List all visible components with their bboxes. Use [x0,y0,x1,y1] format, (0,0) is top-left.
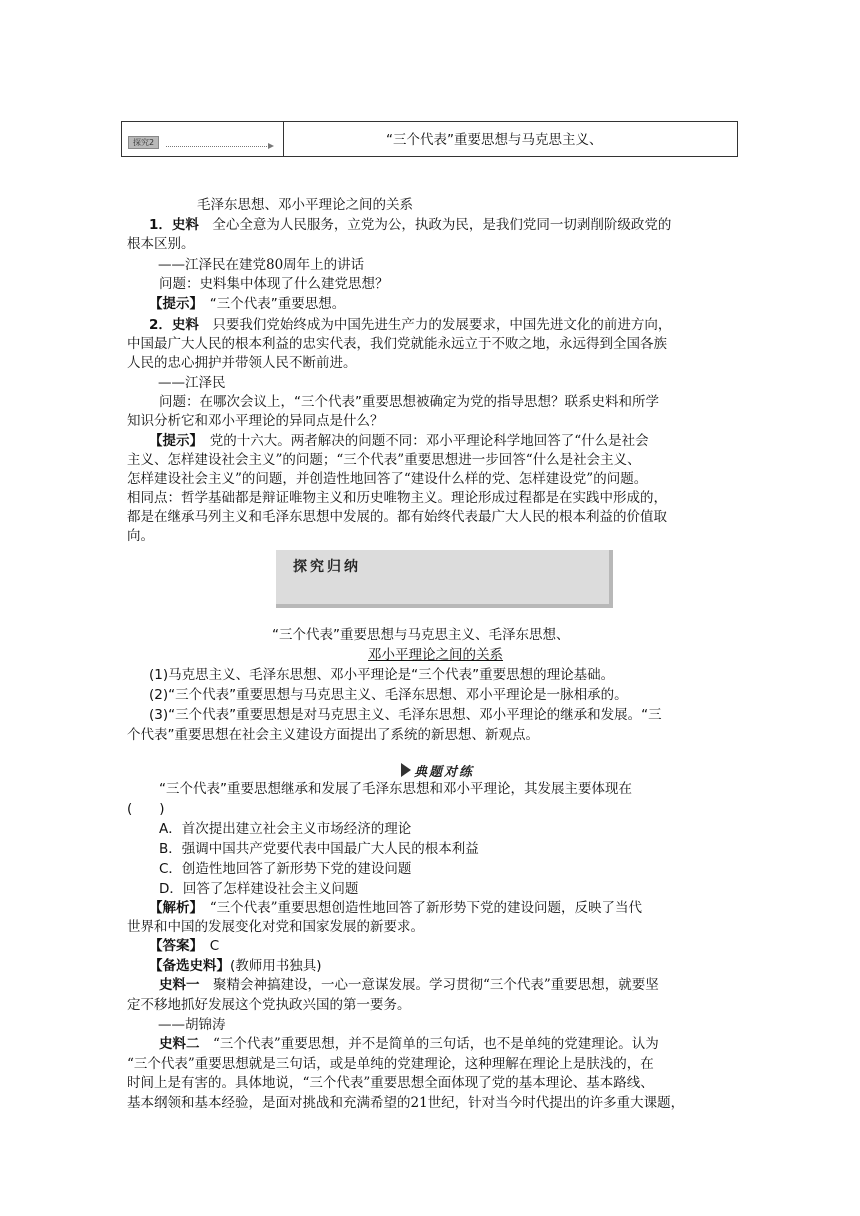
extra2-text1: “三个代表”重要思想，并不是简单的三句话，也不是单纯的党建理论。认为 [213,1036,659,1052]
answer-line [149,937,219,955]
question-stem-line1: “三个代表”重要思想继承和发展了毛泽东思想和邓小平理论，其发展主要体现在 [159,781,632,797]
extra-materials-heading [149,957,322,975]
analysis-line2: 世界和中国的发展变化对党和国家发展的新要求。 [127,919,424,935]
play-icon [401,763,411,777]
material2-line1 [149,316,671,334]
header-table [121,121,738,157]
summary-point-3-line1: (3)“三个代表”重要思想是对马克思主义、毛泽东思想、邓小平理论的继承和发展。“三 [149,707,662,723]
material2-question-line2: 知识分析它和邓小平理论的异同点是什么？ [127,413,384,429]
extra-label: 【备选史料】 [149,958,230,974]
hint-text: “三个代表”重要思想。 [209,296,346,312]
material2-hint-line4: 相同点：哲学基础都是辩证唯物主义和历史唯物主义。理论形成过程都是在实践中形成的， [127,490,667,506]
hint-label: 【提示】 [149,433,197,449]
extra2-line2: “三个代表”重要思想就是三句话，或是单纯的党建理论，这种理解在理论上是肤浅的，在 [127,1056,654,1072]
material1-question: 问题：史料集中体现了什么建党思想？ [159,276,389,292]
extra1-label: 史料一 [159,977,200,993]
material1-label: 1．史料 [149,217,199,233]
material1-line2: 根本区别。 [127,236,195,252]
dotted-leader-line [166,146,271,147]
question-stem-line2: ( ) [127,801,165,817]
extra1-line2: 定不移地抓好发展这个党执政兴国的第一要务。 [127,997,411,1013]
material1-hint [149,295,345,313]
summary-title-line1: “三个代表”重要思想与马克思主义、毛泽东思想、 [272,627,570,643]
option-b: B．强调中国共产党要代表中国最广大人民的根本利益 [159,841,479,857]
exercise-heading [401,762,474,778]
material2-hint-line3: 怎样建设社会主义”的问题，并创造性地回答了“建设什么样的党、怎样建设党”的问题。 [127,471,648,487]
summary-point-1: (1)马克思主义、毛泽东思想、邓小平理论是“三个代表”重要思想的理论基础。 [149,667,615,683]
material2-hint-line2: 主义、怎样建设社会主义”的问题；“三个代表”重要思想进一步回答“什么是社会主义、 [127,452,641,468]
material2-label: 2．史料 [149,317,199,333]
extra2-line3: 时间上是有害的。具体地说，“三个代表”重要思想全面体现了党的基本理论、基本路线、 [127,1075,654,1091]
material1-source: ——江泽民在建党80周年上的讲话 [158,257,365,273]
summary-label: 探究归纳 [293,559,361,575]
answer-value: C [209,938,220,954]
exercise-label: 典题对练 [414,764,475,780]
material2-line2: 中国最广大人民的根本利益的忠实代表，我们党就能永远立于不败之地，永远得到全国各族 [127,336,667,352]
extra1-source: ——胡锦涛 [158,1017,226,1033]
material2-text1: 只要我们党始终成为中国先进生产力的发展要求，中国先进文化的前进方向， [212,317,672,333]
summary-banner [276,550,613,608]
hint-text: 党的十六大。两者解决的问题不同：邓小平理论科学地回答了“什么是社会 [209,433,649,449]
analysis-text: “三个代表”重要思想创造性地回答了新形势下党的建设问题，反映了当代 [209,900,643,916]
header-title: “三个代表”重要思想与马克思主义、 [386,132,603,148]
extra2-line1 [159,1035,659,1053]
option-c: C．创造性地回答了新形势下党的建设问题 [159,861,412,877]
extra1-line1 [159,976,659,994]
material2-hint-line1 [149,432,649,450]
analysis-line1 [149,899,642,917]
material2-line3: 人民的忠心拥护并带领人民不断前进。 [127,355,357,371]
header-label-cell [122,122,284,156]
material1-line1 [149,216,671,234]
summary-point-3-line2: 个代表”重要思想在社会主义建设方面提出了系统的新思想、新观点。 [127,727,539,743]
material2-source: ——江泽民 [158,375,226,391]
material2-hint-line5: 都是在继承马列主义和毛泽东思想中发展的。都有始终代表最广大人民的根本利益的价值取 [127,509,667,525]
summary-point-2: (2)“三个代表”重要思想与马克思主义、毛泽东思想、邓小平理论是一脉相承的。 [149,687,628,703]
material1-text1: 全心全意为人民服务，立党为公，执政为民，是我们党同一切剥削阶级政党的 [212,217,672,233]
hint-label: 【提示】 [149,296,197,312]
extra1-text1: 聚精会神搞建设，一心一意谋发展。学习贯彻“三个代表”重要思想，就要坚 [213,977,659,993]
summary-title-line2: 邓小平理论之间的关系 [368,647,503,663]
extra2-label: 史料二 [159,1036,200,1052]
section-title: 毛泽东思想、邓小平理论之间的关系 [197,197,413,213]
extra2-line4: 基本纲领和基本经验，是面对挑战和充满希望的21世纪，针对当今时代提出的许多重大课题， [127,1095,685,1111]
section-badge: 探究2 [128,136,159,149]
option-a: A．首次提出建立社会主义市场经济的理论 [159,821,412,837]
material2-hint-line6: 向。 [127,528,154,544]
answer-label: 【答案】 [149,938,197,954]
material2-question-line1: 问题：在哪次会议上，“三个代表”重要思想被确定为党的指导思想？联系史料和所学 [159,394,659,410]
analysis-label: 【解析】 [149,900,197,916]
option-d: D．回答了怎样建设社会主义问题 [159,881,359,897]
arrow-icon [268,143,274,149]
extra-note: (教师用书独具) [230,958,322,974]
